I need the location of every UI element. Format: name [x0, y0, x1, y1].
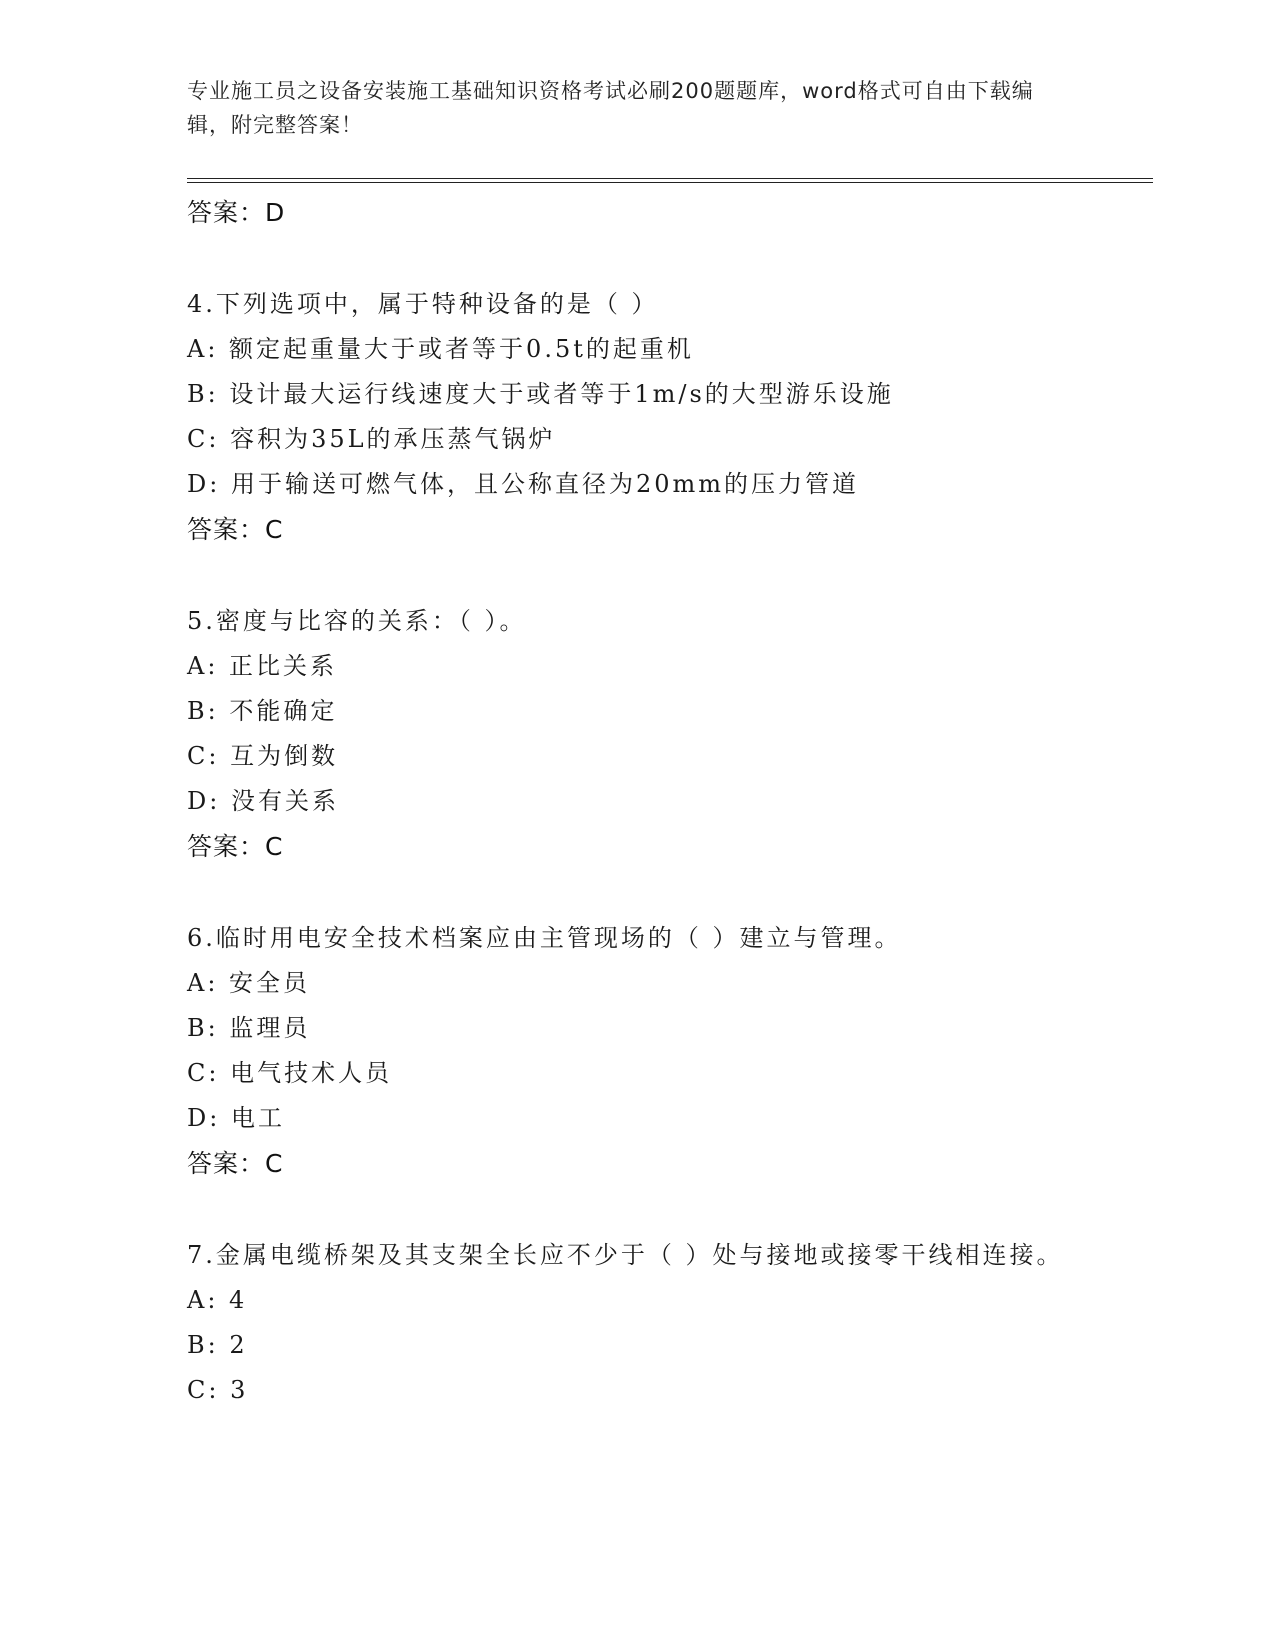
option-b: B: 监理员: [187, 1014, 311, 1042]
option-a: A: 正比关系: [187, 652, 338, 680]
question-6: [187, 916, 1087, 1186]
answer: 答案：C: [187, 1149, 284, 1178]
option-d: D: 电工: [187, 1104, 285, 1132]
option-c: C: 电气技术人员: [187, 1059, 393, 1087]
option-a: A: 4: [187, 1286, 248, 1314]
question-text: 7.金属电缆桥架及其支架全长应不少于（ ）处与接地或接零干线相连接。: [187, 1241, 1064, 1269]
option-b: B: 2: [187, 1331, 248, 1359]
option-a: A: 额定起重量大于或者等于0.5t的起重机: [187, 335, 694, 363]
answer: 答案：C: [187, 832, 284, 861]
answer-prev: 答案：D: [187, 198, 286, 227]
header-rule-top: [187, 178, 1153, 179]
option-c: C: 互为倒数: [187, 742, 339, 770]
header-rule-bottom: [187, 182, 1153, 183]
question-content: [187, 190, 1087, 1413]
option-a: A: 安全员: [187, 969, 311, 997]
question-7: [187, 1233, 1087, 1413]
question-4: [187, 282, 1087, 552]
option-d: D: 用于输送可燃气体，且公称直径为20mm的压力管道: [187, 470, 860, 498]
spacer: [187, 1186, 1087, 1233]
option-d: D: 没有关系: [187, 787, 339, 815]
spacer: [187, 235, 1087, 282]
question-text: 6.临时用电安全技术档案应由主管现场的（ ）建立与管理。: [187, 924, 902, 952]
option-b: B: 设计最大运行线速度大于或者等于1m/s的大型游乐设施: [187, 380, 894, 408]
option-b: B: 不能确定: [187, 697, 338, 725]
question-text: 4.下列选项中，属于特种设备的是（ ）: [187, 290, 659, 318]
option-c: C: 容积为35L的承压蒸气锅炉: [187, 425, 556, 453]
question-5: [187, 599, 1087, 869]
answer: 答案：C: [187, 515, 284, 544]
spacer: [187, 552, 1087, 599]
question-text: 5.密度与比容的关系：（ ）。: [187, 607, 527, 635]
spacer: [187, 869, 1087, 916]
document-header: 专业施工员之设备安装施工基础知识资格考试必刷200题题库，word格式可自由下载编辑，附完整答案！: [187, 79, 1034, 137]
option-c: C: 3: [187, 1376, 249, 1404]
